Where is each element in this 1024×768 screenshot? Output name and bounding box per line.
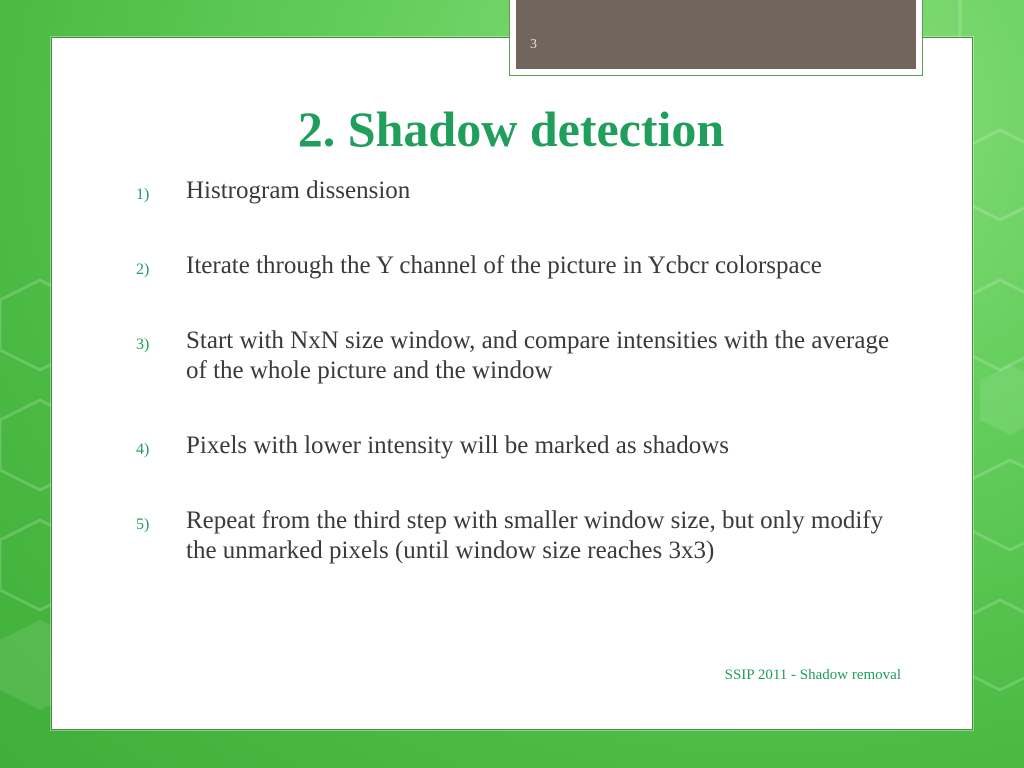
list-item-text: Start with NxN size window, and compare intensities with the average of the whole picture and the window — [186, 327, 890, 384]
list-item-marker: 4) — [136, 441, 150, 458]
list-item — [136, 176, 916, 206]
list-item-marker: 5) — [136, 516, 150, 533]
slide-number-tab-fill — [516, 0, 916, 69]
list-item — [136, 326, 916, 386]
list-item-marker: 3) — [136, 336, 150, 353]
list-item-text: Pixels with lower intensity will be marked as shadows — [186, 432, 729, 459]
slide-number: 3 — [530, 37, 537, 52]
list-item — [136, 506, 916, 566]
list-item-marker: 2) — [136, 261, 150, 278]
list-item-text: Repeat from the third step with smaller window size, but only modify the unmarked pixels (until window size reaches 3x3) — [186, 507, 884, 564]
slide-number-tab — [509, 0, 923, 76]
list-item-text: Iterate through the Y channel of the picture in Ycbcr colorspace — [186, 252, 822, 279]
list-item-marker: 1) — [136, 186, 150, 203]
list-item — [136, 251, 916, 281]
list-item-text: Histrogram dissension — [186, 177, 411, 204]
numbered-list — [136, 176, 916, 566]
list-item — [136, 431, 916, 461]
slide-footer: SSIP 2011 - Shadow removal — [724, 667, 901, 683]
slide-title: 2. Shadow detection — [297, 101, 725, 157]
